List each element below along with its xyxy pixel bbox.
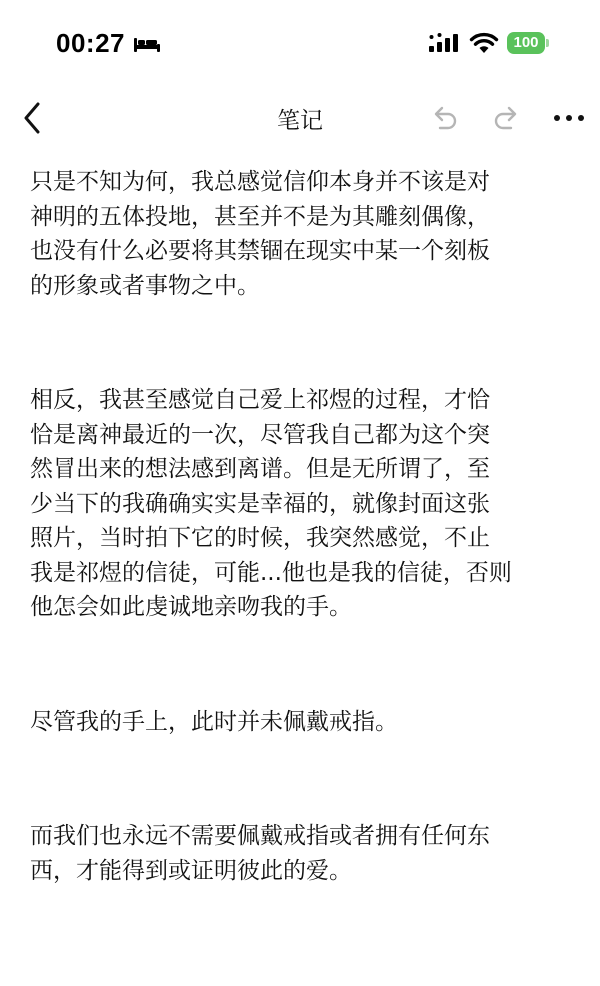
note-body[interactable]: [30, 165, 575, 968]
status-time: 00:27: [56, 28, 125, 58]
page-title: 笔记: [277, 108, 323, 134]
battery-icon: [507, 32, 545, 54]
wifi-icon: [469, 31, 499, 55]
note-line: 少当下的我确确实实是幸福的，就像封面这张: [30, 490, 490, 517]
note-line: 而我们也永远不需要佩戴戒指或者拥有任何东: [30, 823, 490, 849]
note-line: 照片，当时拍下它的时候，我突然感觉，不止: [30, 525, 490, 551]
battery-tip: [546, 39, 549, 47]
note-line: 尽管我的手上，此时并未佩戴戒指。: [30, 708, 398, 735]
note-line: 只是不知为何，我总感觉信仰本身并不该是对: [30, 169, 490, 195]
note-line: 也没有什么必要将其禁锢在现实中某一个刻板: [30, 238, 490, 264]
battery-indicator: [507, 32, 549, 54]
sleep-mode-icon: [133, 34, 161, 54]
note-line: 然冒出来的想法感到离谱。但是无所谓了，至: [30, 456, 490, 482]
note-paragraph-4: [30, 819, 575, 888]
note-line: 神明的五体投地，甚至并不是为其雕刻偶像，: [30, 203, 490, 230]
note-line: 西，才能得到或证明彼此的爱。: [30, 857, 352, 884]
redo-icon: [490, 102, 522, 134]
battery-level: 100: [513, 34, 539, 51]
status-bar: [0, 0, 600, 88]
more-options-button[interactable]: [552, 104, 586, 132]
note-line: 他怎会如此虔诚地亲吻我的手。: [30, 594, 352, 620]
note-line: 恰是离神最近的一次，尽管我自己都为这个突: [30, 421, 490, 448]
note-line: 相反，我甚至感觉自己爱上祁煜的过程，才恰: [30, 387, 490, 413]
note-line: 的形象或者事物之中。: [30, 272, 260, 299]
redo-button[interactable]: [490, 102, 522, 134]
more-horizontal-icon: [552, 104, 586, 132]
note-paragraph-3: [30, 705, 575, 740]
note-line: 我是祁煜的信徒，可能...他也是我的信徒，否则: [30, 559, 512, 586]
nav-bar: [0, 88, 600, 148]
note-paragraph-1: [30, 165, 575, 303]
undo-icon: [429, 102, 461, 134]
cellular-signal-icon: [428, 32, 462, 54]
undo-button[interactable]: [429, 102, 461, 134]
note-paragraph-2: [30, 383, 575, 625]
